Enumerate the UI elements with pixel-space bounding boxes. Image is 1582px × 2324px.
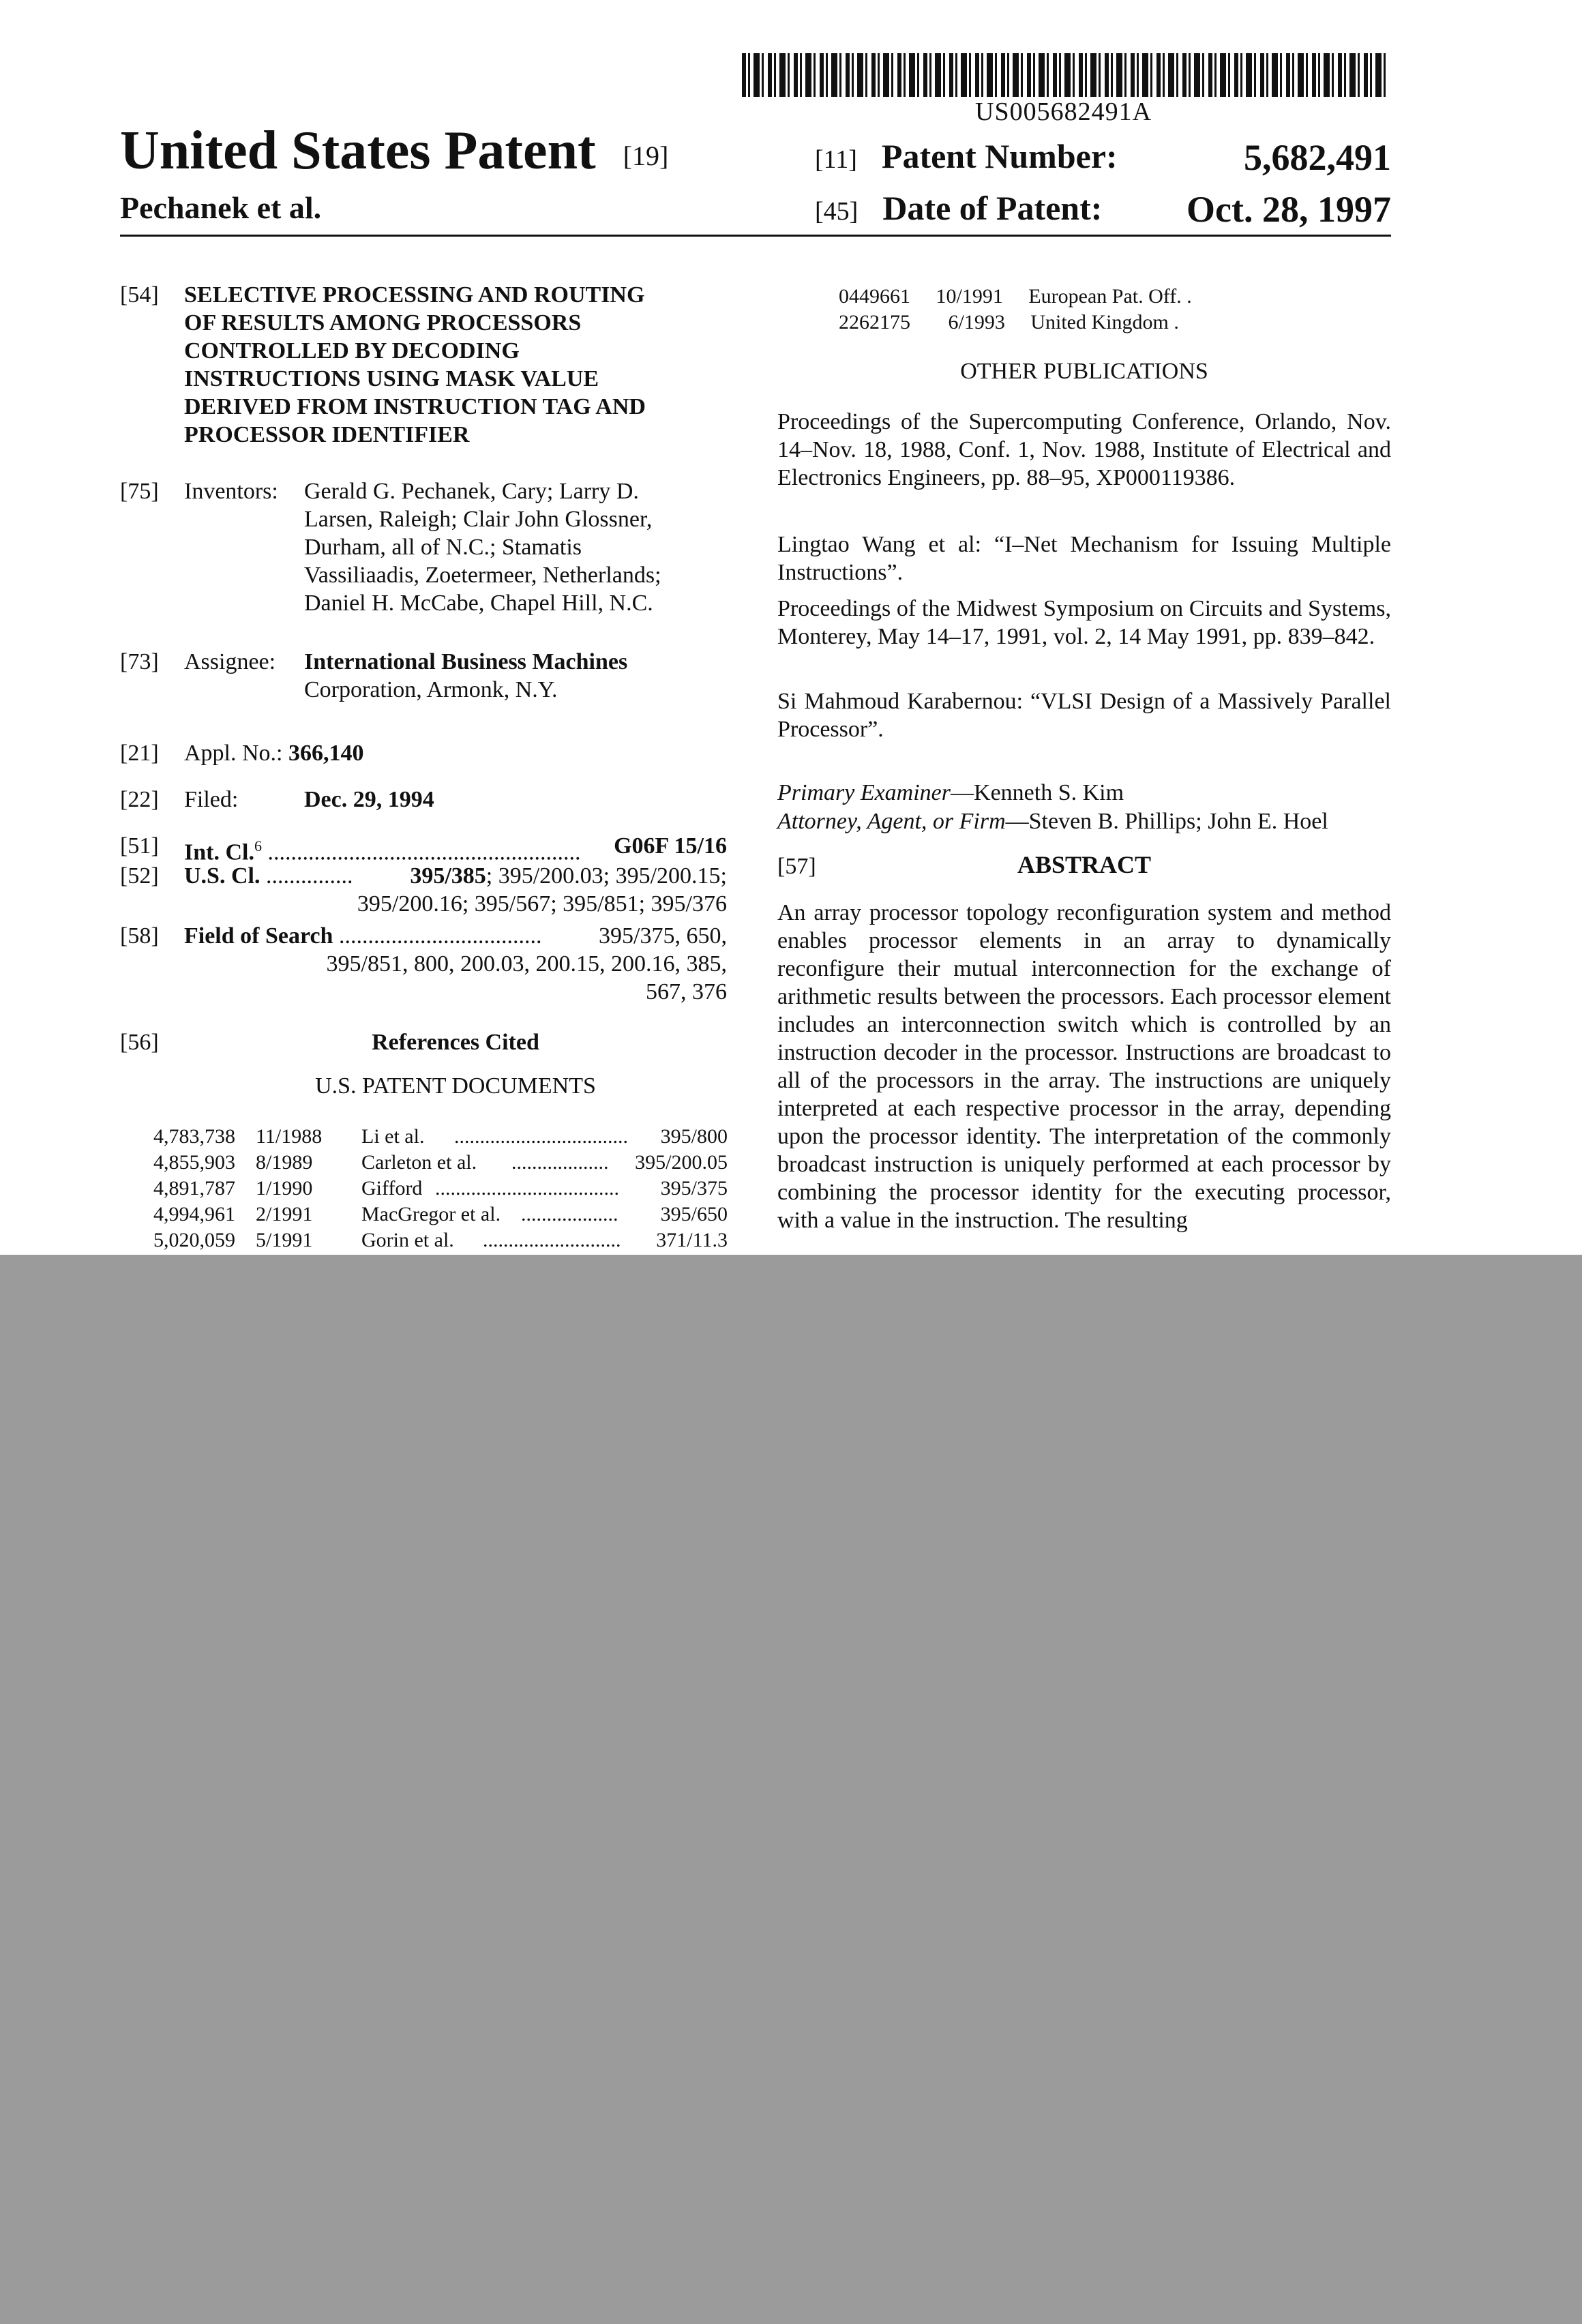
- inventor-line: Vassiliaadis, Zoetermeer, Netherlands;: [304, 563, 661, 588]
- ref-date: 11/1988: [256, 1125, 323, 1148]
- header-title: United States Patent: [120, 121, 596, 181]
- publication-1: Proceedings of the Supercomputing Conference, Orlando, Nov. 14–Nov. 18, 1988, Conf. 1, Nov. 1988, Institute of Electrical and Electronics Engineers, pp. 88–95, XP000119386.: [777, 409, 1391, 490]
- inventor-line: Gerald G. Pechanek, Cary; Larry D.: [304, 479, 639, 504]
- header-title-tag: [19]: [623, 140, 669, 172]
- foreign-office: United Kingdom .: [1030, 311, 1179, 333]
- patent-title-header: [120, 120, 668, 182]
- ref-date: 1/1990: [256, 1177, 313, 1200]
- ref-number: 5,020,059: [153, 1229, 235, 1251]
- ref-date: 5/1991: [256, 1229, 313, 1251]
- attorney: [777, 807, 1328, 835]
- field-code: [54]: [120, 282, 159, 308]
- assignee-line: International Business Machines: [304, 649, 628, 674]
- us-cl-label: U.S. Cl.: [184, 863, 260, 889]
- leader-dots: ..................................: [454, 1125, 628, 1148]
- examiner-label: Primary Examiner: [777, 780, 951, 805]
- inventors-label: Inventors:: [184, 479, 278, 504]
- header-assignee: Pechanek et al.: [120, 190, 322, 225]
- invention-title: [184, 281, 727, 449]
- search-line: 395/375, 650,: [599, 923, 727, 949]
- abstract-text: An array processor topology reconfiguration system and method enables processor elements in an array to dynamically reconfigure their mutual interconnection for the exchange of arithmetic results between the processors. Each processor element includes an interconnection switch which is controlled by an instruction decoder in the processor. Instructions are broadcast to all of the processors in the array. The instructions are uniquely interpreted at each respective processor in the array, depending upon the processor identity. The interpretation of the commonly broadcast instruction is uniquely performed at each processor by combining the processor identity for the executing processor, with a value in the instruction. The resulting: [777, 900, 1391, 1233]
- field-code: [22]: [120, 787, 159, 812]
- leader-dots: ...................: [511, 1151, 609, 1174]
- publication-4: Si Mahmoud Karabernou: “VLSI Design of a Massively Parallel Processor”.: [777, 689, 1391, 742]
- attorney-label: Attorney, Agent, or Firm: [777, 809, 1006, 834]
- field-code: [56]: [120, 1030, 159, 1055]
- foreign-date: 10/1991: [936, 285, 1003, 308]
- us-cl-line1: 395/385; 395/200.03; 395/200.15;: [410, 863, 727, 889]
- leader-dots: ....................................: [435, 1177, 619, 1200]
- assignee-label: Assignee:: [184, 649, 276, 674]
- foreign-date: 6/1993: [948, 311, 1005, 333]
- field-code: [52]: [120, 863, 159, 889]
- inventor-line: Durham, all of N.C.; Stamatis: [304, 535, 582, 560]
- field-code: [75]: [120, 479, 159, 504]
- search-line: 567, 376: [646, 979, 727, 1004]
- leader-dots: ...................................: [338, 923, 542, 949]
- assignee-line: Corporation, Armonk, N.Y.: [304, 677, 558, 702]
- header-rule: [120, 235, 1391, 237]
- ref-inventor: MacGregor et al.: [361, 1203, 501, 1225]
- filed-label: Filed:: [184, 787, 239, 812]
- field-code: [21]: [120, 741, 159, 766]
- foreign-no: 2262175: [839, 311, 910, 333]
- date-tag: [45]: [815, 197, 859, 226]
- barcode: [742, 53, 1387, 97]
- field-code: [58]: [120, 923, 159, 949]
- leader-dots: ...............: [265, 863, 353, 889]
- search-line: 395/851, 800, 200.03, 200.15, 200.16, 385,: [326, 951, 727, 977]
- abstract-code: [57]: [777, 854, 816, 879]
- patent-number-row: [815, 136, 1391, 176]
- ref-date: 8/1989: [256, 1151, 313, 1174]
- leader-dots: ......................................................: [267, 839, 581, 865]
- ref-inventor: Li et al.: [361, 1125, 425, 1148]
- filed-date: Dec. 29, 1994: [304, 787, 434, 812]
- publication-3: Proceedings of the Midwest Symposium on Circuits and Systems, Monterey, May 14–17, 1991, vol. 2, 14 May 1991, pp. 839–842.: [777, 596, 1391, 649]
- date-label: Date of Patent:: [882, 189, 1103, 227]
- patent-date: Oct. 28, 1997: [1186, 189, 1391, 230]
- foreign-office: European Pat. Off. .: [1028, 285, 1192, 308]
- ref-class: 371/11.3: [656, 1229, 728, 1251]
- ref-class: 395/800: [660, 1125, 728, 1148]
- ref-inventor: Carleton et al.: [361, 1151, 477, 1174]
- us-cl-line2: 395/200.16; 395/567; 395/851; 395/376: [357, 891, 727, 917]
- ref-number: 4,994,961: [153, 1203, 235, 1225]
- foreign-ref-1: [839, 282, 1192, 310]
- field-code: [51]: [120, 833, 159, 859]
- inventor-line: Larsen, Raleigh; Clair John Glossner,: [304, 507, 653, 532]
- title-line: OF RESULTS AMONG PROCESSORS: [184, 310, 582, 336]
- examiner-name: —Kenneth S. Kim: [951, 780, 1124, 805]
- ref-class: 395/650: [660, 1203, 728, 1225]
- ref-inventor: Gifford: [361, 1177, 423, 1200]
- inventor-line: Daniel H. McCabe, Chapel Hill, N.C.: [304, 591, 653, 616]
- int-cl-label: Int. Cl.: [184, 839, 254, 865]
- barcode-number: US005682491A: [975, 98, 1152, 126]
- leader-dots: ...................: [521, 1203, 618, 1225]
- foreign-no: 0449661: [839, 285, 910, 308]
- title-line: INSTRUCTIONS USING MASK VALUE: [184, 366, 599, 391]
- primary-examiner: [777, 779, 1124, 807]
- title-line: PROCESSOR IDENTIFIER: [184, 422, 470, 447]
- patent-number-label: Patent Number:: [881, 137, 1118, 175]
- ref-date: 2/1991: [256, 1203, 313, 1225]
- ref-class: 395/200.05: [635, 1151, 728, 1174]
- appl-no: 366,140: [288, 741, 364, 766]
- title-line: CONTROLLED BY DECODING: [184, 338, 520, 363]
- ref-number: 4,783,738: [153, 1125, 235, 1148]
- foreign-ref-2: [839, 308, 1179, 336]
- abstract-heading: ABSTRACT: [1017, 851, 1152, 878]
- ref-class: 395/375: [660, 1177, 728, 1200]
- occlusion-region: [0, 1255, 1582, 2324]
- search-label: Field of Search: [184, 923, 333, 949]
- us-docs-heading: U.S. PATENT DOCUMENTS: [315, 1073, 596, 1099]
- ref-number: 4,891,787: [153, 1177, 235, 1200]
- int-cl-sup: 6: [254, 837, 262, 854]
- leader-dots: ...........................: [483, 1229, 621, 1251]
- other-publications-heading: OTHER PUBLICATIONS: [960, 359, 1208, 384]
- appl-label: Appl. No.:: [184, 741, 283, 766]
- patent-number-tag: [11]: [815, 145, 857, 174]
- ref-number: 4,855,903: [153, 1151, 235, 1174]
- inventors-list: [304, 477, 727, 617]
- field-code: [73]: [120, 649, 159, 674]
- title-line: DERIVED FROM INSTRUCTION TAG AND: [184, 394, 646, 419]
- patent-number: 5,682,491: [1244, 137, 1391, 178]
- title-line: SELECTIVE PROCESSING AND ROUTING: [184, 282, 645, 308]
- references-heading: References Cited: [372, 1030, 539, 1055]
- date-row: [815, 188, 1391, 228]
- publication-2: Lingtao Wang et al: “I–Net Mechanism for Issuing Multiple Instructions”.: [777, 532, 1391, 585]
- ref-inventor: Gorin et al.: [361, 1229, 454, 1251]
- attorney-name: —Steven B. Phillips; John E. Hoel: [1005, 809, 1328, 834]
- int-cl-value: G06F 15/16: [610, 832, 727, 860]
- assignee-value: [304, 648, 727, 704]
